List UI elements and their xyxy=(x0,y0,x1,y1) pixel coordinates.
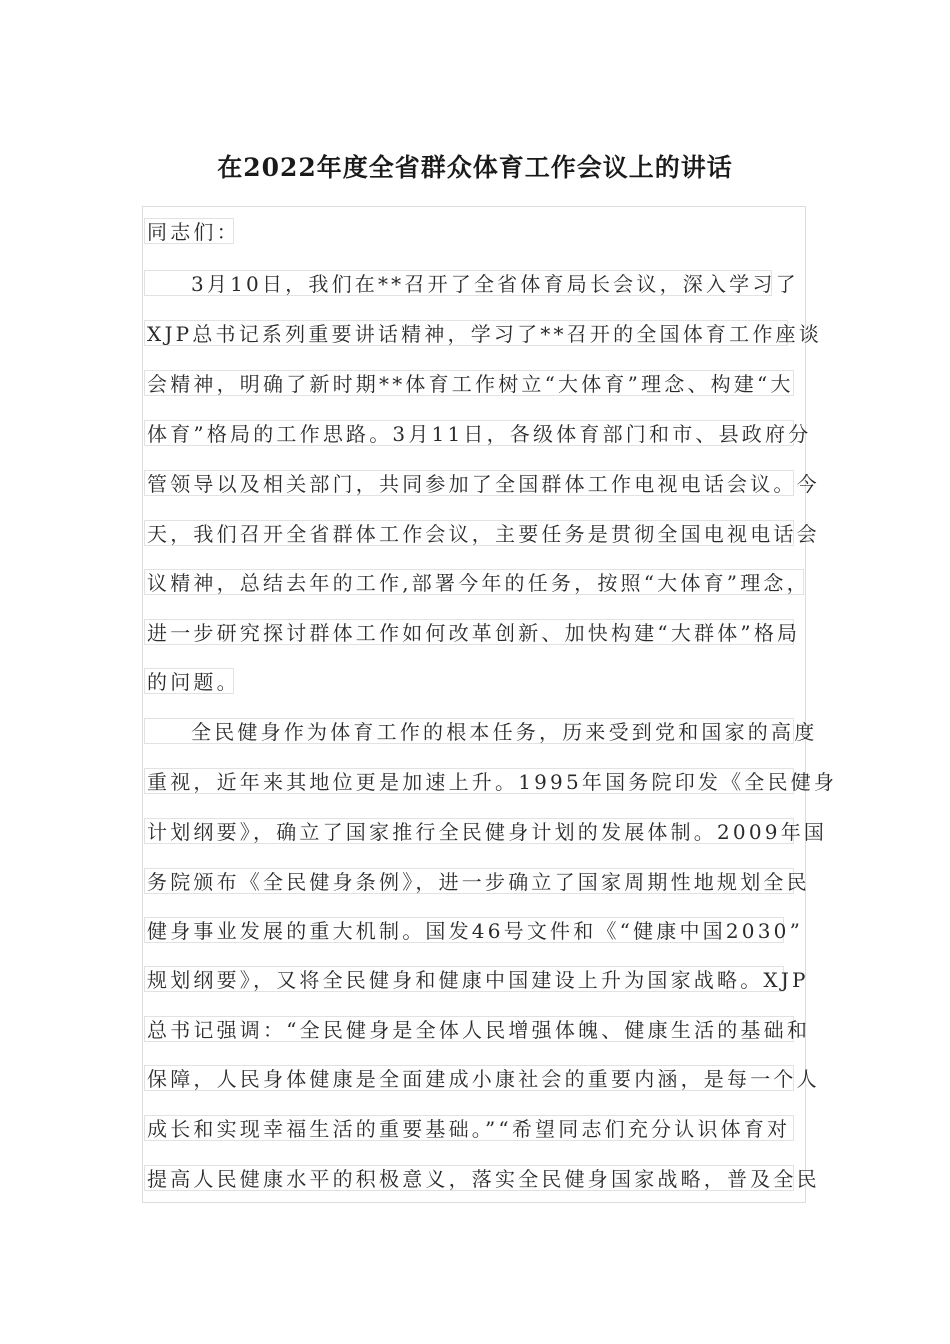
paragraph-2-line-3: 计划纲要》，确立了国家推行全民健身计划的发展体制。2009年国 xyxy=(144,818,794,844)
paragraph-2-line-4: 务院颁布《全民健身条例》，进一步确立了国家周期性地规划全民 xyxy=(144,868,794,894)
paragraph-2-line-7: 总书记强调：“全民健身是全体人民增强体魄、健康生活的基础和 xyxy=(144,1016,794,1042)
document-title: 在2022年度全省群众体育工作会议上的讲话 xyxy=(217,153,733,182)
paragraph-1-line-2: XJP总书记系列重要讲话精神，学习了**召开的全国体育工作座谈 xyxy=(144,320,788,346)
paragraph-1-line-4: 体育”格局的工作思路。3月11日，各级体育部门和市、县政府分 xyxy=(144,420,794,446)
text-frame xyxy=(142,206,806,1203)
paragraph-2-line-10: 提高人民健康水平的积极意义，落实全民健身国家战略，普及全民 xyxy=(144,1165,794,1191)
paragraph-1-line-9: 的问题。 xyxy=(144,668,234,694)
salutation: 同志们： xyxy=(144,218,234,244)
paragraph-1-line-3: 会精神，明确了新时期**体育工作树立“大体育”理念、构建“大 xyxy=(144,370,794,396)
paragraph-1-line-5: 管领导以及相关部门，共同参加了全国群体工作电视电话会议。今 xyxy=(144,470,794,496)
paragraph-2-line-2: 重视，近年来其地位更是加速上升。1995年国务院印发《全民健身 xyxy=(144,768,794,794)
paragraph-2-line-6: 规划纲要》，又将全民健身和健康中国建设上升为国家战略。XJP xyxy=(144,966,784,992)
paragraph-2-line-1: 全民健身作为体育工作的根本任务，历来受到党和国家的高度 xyxy=(144,718,794,744)
paragraph-1-line-6: 天，我们召开全省群体工作会议，主要任务是贯彻全国电视电话会 xyxy=(144,520,794,546)
paragraph-2-line-9: 成长和实现幸福生活的重要基础。”“希望同志们充分认识体育对 xyxy=(144,1115,794,1141)
paragraph-2-line-8: 保障，人民身体健康是全面建成小康社会的重要内涵，是每一个人 xyxy=(144,1065,794,1091)
paragraph-2-line-5: 健身事业发展的重大机制。国发46号文件和《“健康中国2030” xyxy=(144,917,784,943)
paragraph-1-line-1: 3月10日，我们在**召开了全省体育局长会议，深入学习了 xyxy=(144,270,772,296)
paragraph-1-line-7: 议精神，总结去年的工作,部署今年的任务，按照“大体育”理念， xyxy=(144,569,804,595)
paragraph-1-line-8: 进一步研究探讨群体工作如何改革创新、加快构建“大群体”格局 xyxy=(144,619,794,645)
